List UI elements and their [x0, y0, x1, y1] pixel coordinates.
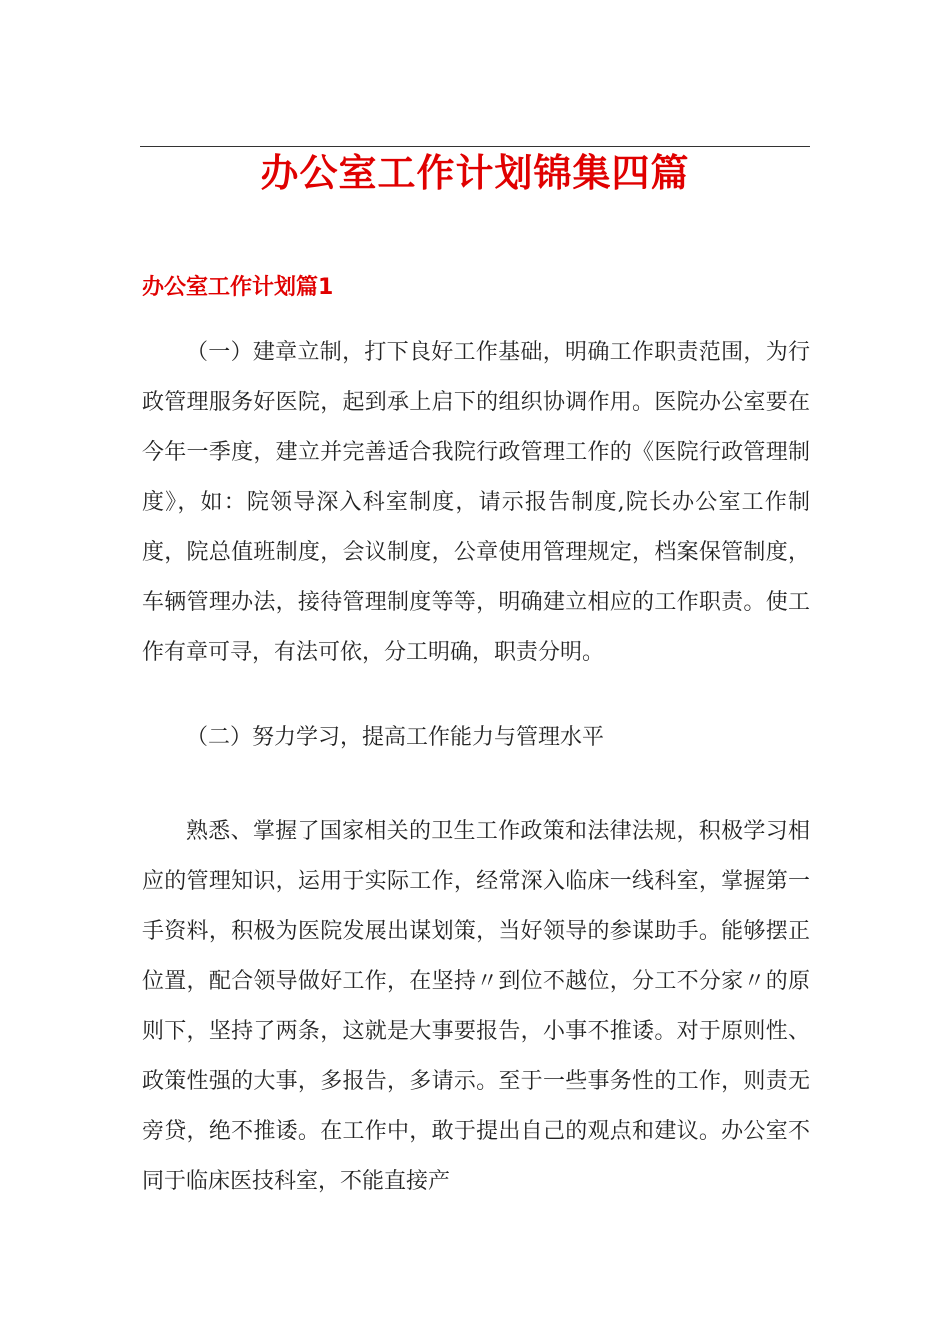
document-title: 办公室工作计划锦集四篇 — [260, 150, 690, 195]
paragraph-2: （二）努力学习，提高工作能力与管理水平 — [186, 725, 605, 750]
section-heading: 办公室工作计划篇1 — [142, 275, 334, 300]
paragraph-1: （一）建章立制，打下良好工作基础，明确工作职责范围，为行政管理服务好医院，起到承上启下的组织协调作用。医院办公室要在今年一季度，建立并完善适合我院行政管理工作的《医院行政管理制度》，如：院领导深入科室制度，请示报告制度,院长办公室工作制度，院总值班制度，会议制度，公章使用管理规定，档案保管制度，车辆管理办法，接待管理制度等等，明确建立相应的工作职责。使工作有章可寻，有法可依，分工明确，职责分明。 — [142, 340, 810, 665]
paragraph-3: 熟悉、掌握了国家相关的卫生工作政策和法律法规，积极学习相应的管理知识，运用于实际工作，经常深入临床一线科室，掌握第一手资料，积极为医院发展出谋划策，当好领导的参谋助手。能够摆正位置，配合领导做好工作，在坚持〃到位不越位，分工不分家〃的原则下，坚持了两条，这就是大事要报告，小事不推诿。对于原则性、政策性强的大事，多报告，多请示。至于一些事务性的工作，则责无旁贷，绝不推诿。在工作中，敢于提出自己的观点和建议。办公室不同于临床医技科室，不能直接产 — [142, 819, 810, 1194]
